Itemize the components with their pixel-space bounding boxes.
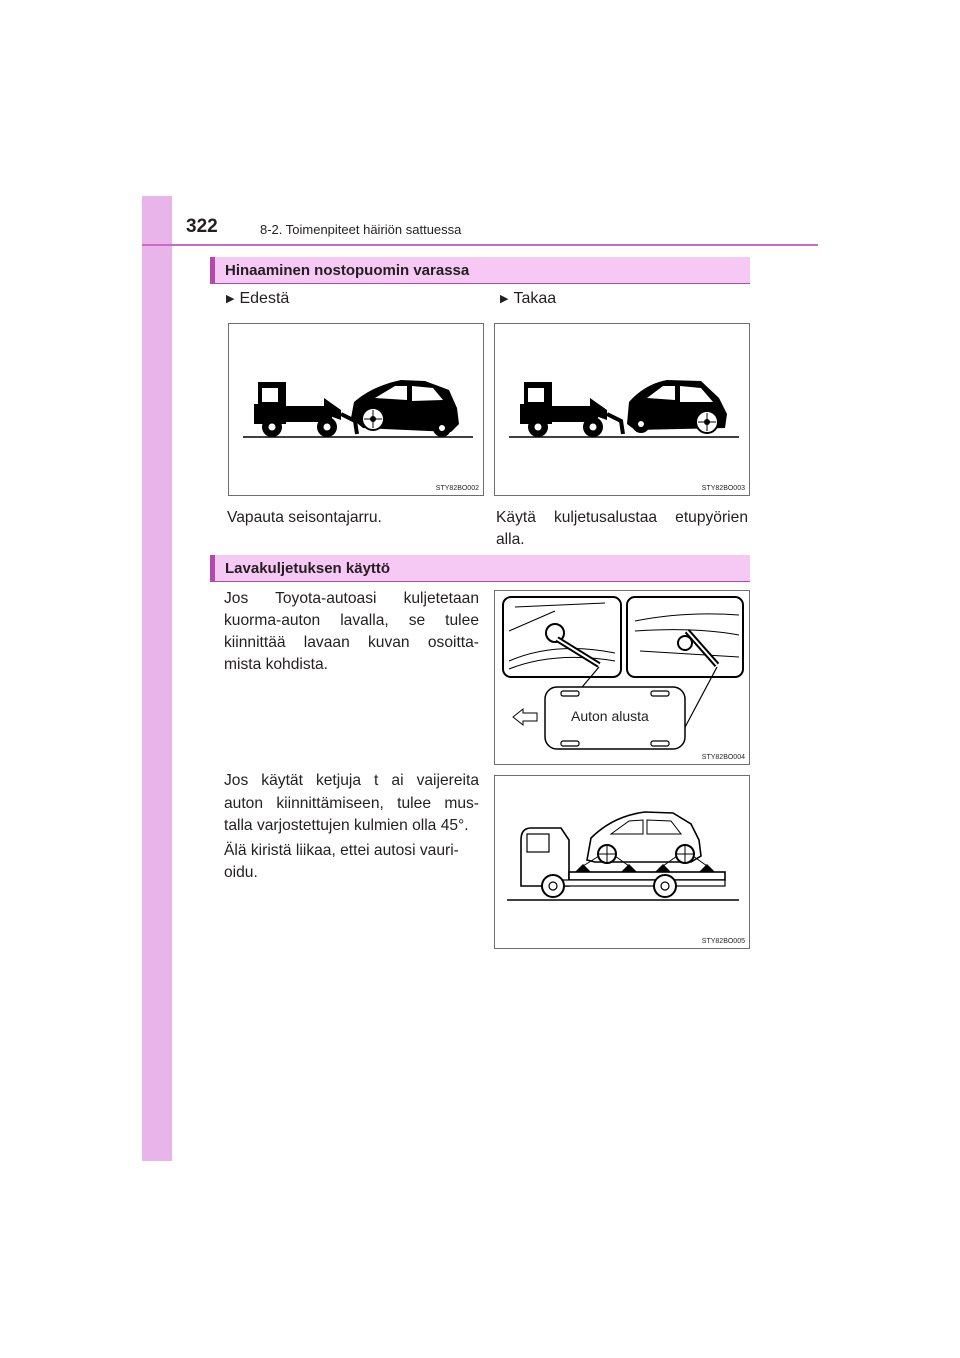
para2-line3: talla varjostettujen kulmien olla 45°. [224, 817, 469, 834]
figure-tow-rear [494, 323, 750, 496]
figure-tow-front [228, 323, 484, 496]
figure-flatbed-truck [494, 775, 750, 949]
tie-down-illustration [495, 591, 751, 766]
chapter-title: 8-2. Toimenpiteet häiriön sattuessa [260, 222, 462, 237]
para1-line4: mista kohdista. [224, 656, 329, 673]
flatbed-illustration [495, 776, 751, 950]
subheading-rear [500, 290, 556, 308]
subheading-front [226, 290, 289, 308]
side-tab-band [142, 196, 172, 1161]
para1-line1: Jos Toyota-autoasi kuljetetaan [224, 590, 479, 607]
triangle-bullet-icon: ▶ [500, 293, 509, 305]
section-heading-flatbed: Lavakuljetuksen käyttö [210, 555, 750, 582]
caption-rear-line2: alla. [496, 531, 525, 548]
section-heading-towing: Hinaaminen nostopuomin varassa [210, 257, 750, 284]
figure-code: STY82BO002 [435, 485, 479, 492]
para2-line1: Jos käytät ketjuja t ai vaijereita [224, 772, 479, 789]
subheading-rear-label: Takaa [513, 290, 557, 307]
header-rule [142, 244, 818, 246]
subheading-front-label: Edestä [239, 290, 290, 307]
para3-line1: Älä kiristä liikaa, ettei autosi vauri- [224, 842, 459, 859]
figure-code: STY82BO003 [701, 485, 745, 492]
para2-line2: auton kiinnittämiseen, tulee mus- [224, 795, 479, 812]
para1-line3: kiinnittää lavaan kuvan osoitta- [224, 634, 479, 651]
figure-label-underbody: Auton alusta [571, 708, 649, 724]
figure-tie-down-points [494, 590, 750, 765]
triangle-bullet-icon: ▶ [226, 293, 235, 305]
caption-front: Vapauta seisontajarru. [227, 509, 382, 526]
page-number: 322 [186, 216, 218, 237]
figure-code: STY82BO004 [701, 754, 745, 761]
para1-line2: kuorma-auton lavalla, se tulee [224, 612, 479, 629]
caption-rear-line1: Käytä kuljetusalustaa etupyörien [496, 509, 748, 526]
figure-code: STY82BO005 [701, 938, 745, 945]
tow-rear-illustration [495, 324, 751, 497]
tow-front-illustration [229, 324, 485, 497]
para3-line2: oidu. [224, 864, 258, 881]
